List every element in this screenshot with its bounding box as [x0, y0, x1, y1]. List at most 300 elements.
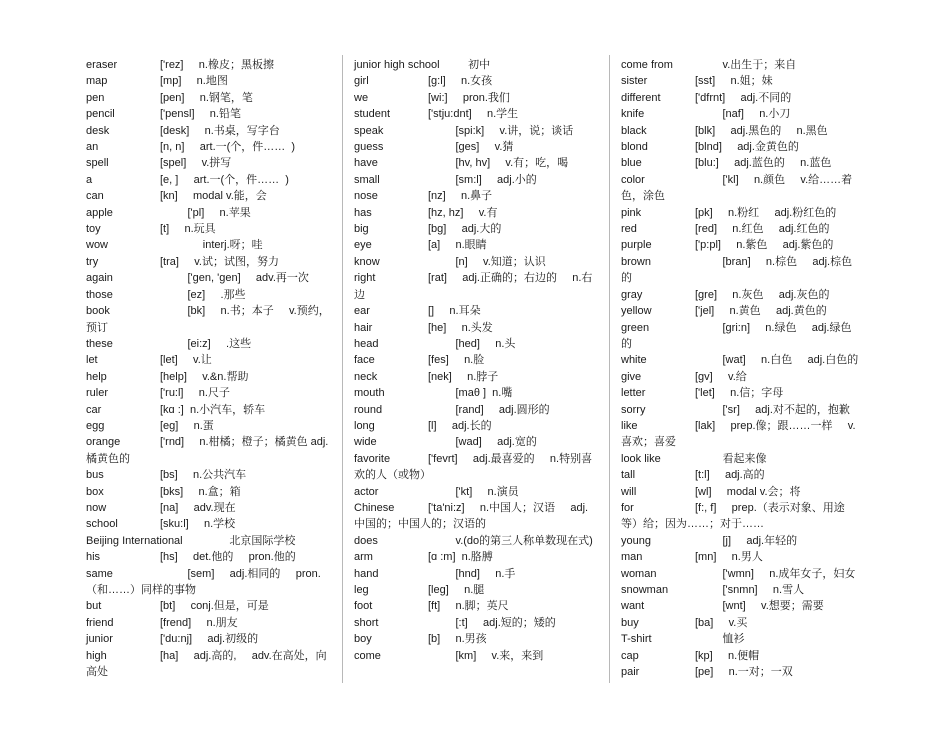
vocab-word: school: [86, 518, 118, 531]
vocab-entry: [354, 254, 596, 270]
vocab-definition: [bs] n.公共汽车: [160, 469, 247, 482]
vocab-definition: [wnt] v.想要；需要: [695, 600, 824, 613]
vocab-definition: [ei:z] .这些: [160, 337, 252, 350]
vocab-entry: [354, 188, 596, 204]
vocab-entry: [621, 172, 859, 205]
vocab-entry: [354, 320, 596, 336]
vocab-word: egg: [86, 419, 105, 432]
vocab-definition: 初中: [443, 59, 491, 71]
vocab-definition: [hs] det.他的 pron.他的: [160, 551, 296, 564]
vocab-word: high: [86, 649, 107, 662]
vocab-definition: [hnd] n.手: [428, 567, 516, 580]
vocab-definition: [gv] v.给: [695, 370, 747, 383]
vocab-entry: [354, 648, 596, 664]
vocab-entry: [354, 582, 596, 598]
vocab-definition: ['kl] n.颜色 v.给……着色，涂色: [621, 173, 853, 203]
vocab-word: right: [354, 272, 376, 285]
vocab-entry: [354, 631, 596, 647]
vocab-word: orange: [86, 436, 121, 449]
vocab-entry: [86, 402, 332, 418]
vocab-entry: [354, 352, 596, 368]
vocab-entry: [621, 549, 859, 565]
vocab-definition: [tra] v.试；试图，努力: [160, 255, 279, 268]
vocab-entry: [86, 205, 332, 221]
vocab-definition: [wi:] pron.我们: [428, 91, 510, 104]
vocab-definition: 北京国际学校: [186, 534, 296, 547]
vocab-word: long: [354, 419, 375, 432]
vocab-entry: [86, 648, 332, 681]
vocab-word: T-shirt: [621, 633, 652, 646]
vocab-entry: [86, 73, 332, 89]
vocab-word: snowman: [621, 584, 669, 596]
vocab-word: pink: [621, 206, 642, 219]
vocab-word: leg: [354, 584, 369, 596]
vocab-entry: [621, 467, 859, 483]
vocab-definition: [f:, f] prep.（表示对象、用途等）给；因为……；对于……: [621, 501, 845, 531]
vocab-word: ear: [354, 305, 370, 318]
vocab-entry: [86, 123, 332, 139]
vocab-definition: ['du:nj] adj.初级的: [160, 633, 259, 646]
vocab-word: blond: [621, 141, 648, 154]
vocab-word: Beijing International: [86, 534, 183, 547]
vocab-entry: [86, 352, 332, 368]
vocab-word: friend: [86, 616, 114, 629]
vocab-definition: ['fevrt] adj.最喜爱的 n.特别喜欢的人（或物）: [354, 452, 593, 482]
vocab-entry: [86, 500, 332, 516]
vocab-entry: [354, 90, 596, 106]
vocab-definition: [sm:l] adj.小的: [428, 173, 537, 186]
vocab-entry: [354, 566, 596, 582]
vocab-definition: [nek] n.脖子: [428, 370, 499, 383]
vocab-word: tall: [621, 469, 636, 482]
column-divider: [342, 55, 343, 683]
vocab-entry: [86, 467, 332, 483]
vocab-definition: ['stju:dnt] n.学生: [428, 108, 519, 121]
vocab-column-3: [621, 57, 859, 680]
vocab-word: speak: [354, 124, 384, 137]
vocab-word: face: [354, 354, 375, 367]
vocab-definition: [rat] adj.正确的；右边的 n.右边: [354, 272, 593, 301]
vocab-definition: [blk] adj.黑色的 n.黑色: [695, 124, 828, 137]
vocab-definition: [pe] n.一对；一双: [695, 666, 793, 679]
vocab-definition: [ges] v.猜: [428, 141, 514, 154]
vocab-definition: [j] adj.年轻的: [695, 534, 798, 547]
vocab-entry: [354, 123, 596, 139]
vocab-definition: ['pensl] n.铅笔: [160, 108, 241, 121]
vocab-entry: [86, 336, 332, 352]
vocab-entry: [354, 402, 596, 418]
vocab-definition: ['kt] n.演员: [428, 485, 519, 498]
vocab-entry: [621, 598, 859, 614]
vocab-word: these: [86, 337, 113, 350]
vocab-word: sister: [621, 75, 648, 88]
vocab-word: a: [86, 173, 93, 186]
vocab-word: hand: [354, 567, 379, 580]
vocab-word: black: [621, 124, 647, 137]
vocab-word: but: [86, 600, 102, 613]
vocab-entry: [86, 484, 332, 500]
vocab-entry: [354, 598, 596, 614]
vocab-definition: [nz] n.鼻子: [428, 190, 493, 203]
vocab-entry: [354, 615, 596, 631]
vocab-definition: ['jel] n.黄色 adj.黄色的: [695, 305, 827, 318]
vocab-entry: [621, 155, 859, 171]
vocab-entry: [86, 598, 332, 614]
vocab-definition: ['rez] n.橡皮；黑板擦: [160, 59, 274, 71]
vocab-word: junior: [86, 633, 113, 646]
vocab-definition: [mp] n.地图: [160, 75, 228, 88]
vocab-word: student: [354, 108, 391, 121]
vocab-word: woman: [621, 567, 657, 580]
vocab-entry: [354, 484, 596, 500]
vocab-definition: [bks] n.盒；箱: [160, 485, 241, 498]
vocab-definition: [bt] conj.但是，可是: [160, 600, 269, 613]
vocab-entry: [621, 57, 859, 73]
vocab-definition: 看起来像: [695, 452, 767, 465]
vocab-word: apple: [86, 206, 113, 219]
vocab-entry: [86, 287, 332, 303]
vocab-entry: [354, 549, 596, 565]
vocab-entry: [86, 418, 332, 434]
vocab-definition: [sem] adj.相同的 pron.（和……）同样的事物: [86, 567, 321, 596]
vocab-word: can: [86, 190, 104, 203]
vocab-word: look like: [621, 452, 661, 465]
vocab-definition: ['pl] n.苹果: [160, 206, 251, 219]
vocab-entry: [354, 533, 596, 549]
vocab-entry: [621, 237, 859, 253]
vocab-definition: [wad] adj.宽的: [428, 436, 537, 449]
vocab-word: young: [621, 534, 651, 547]
vocab-definition: [e, ] art.一(个，件…… ): [160, 173, 289, 186]
vocab-definition: [bg] adj.大的: [428, 223, 502, 236]
vocab-word: red: [621, 223, 637, 236]
vocab-entry: [354, 172, 596, 188]
vocab-entry: [354, 237, 596, 253]
vocab-definition: ['p:pl] n.紫色 adj.紫色的: [695, 239, 834, 252]
vocab-word: wow: [86, 239, 109, 252]
vocab-entry: [354, 139, 596, 155]
vocab-entry: [621, 500, 859, 533]
vocab-definition: [l] adj.长的: [428, 419, 492, 432]
vocab-definition: [ɑ :m] n.胳膊: [428, 551, 493, 564]
vocab-definition: [blnd] adj.金黄色的: [695, 141, 799, 154]
vocab-entry: [621, 254, 859, 287]
vocab-entry: [354, 73, 596, 89]
vocab-word: sorry: [621, 403, 646, 416]
vocab-word: mouth: [354, 387, 385, 400]
vocab-word: pair: [621, 666, 640, 679]
vocab-definition: [he] n.头发: [428, 321, 493, 334]
vocab-entry: [621, 352, 859, 368]
vocab-word: foot: [354, 600, 373, 613]
vocab-word: now: [86, 501, 107, 514]
vocab-definition: [blu:] adj.蓝色的 n.蓝色: [695, 157, 832, 170]
vocab-definition: [a] n.眼睛: [428, 239, 487, 252]
vocab-word: bus: [86, 469, 104, 482]
vocab-definition: interj.呀；哇: [160, 239, 263, 252]
vocab-word: wide: [354, 436, 377, 449]
vocab-word: favorite: [354, 452, 391, 465]
vocab-definition: [spel] v.拼写: [160, 157, 232, 170]
vocab-definition: [wat] n.白色 adj.白色的: [695, 354, 859, 367]
vocab-definition: [fes] n.脸: [428, 354, 485, 367]
vocab-entry: [354, 205, 596, 221]
vocab-entry: [621, 369, 859, 385]
vocab-entry: [621, 664, 859, 680]
vocab-word: come: [354, 649, 381, 662]
vocab-entry: [621, 385, 859, 401]
vocab-word: pen: [86, 91, 105, 104]
vocab-definition: [sst] n.姐；妹: [695, 75, 773, 88]
vocab-word: know: [354, 255, 380, 268]
vocab-word: help: [86, 370, 107, 383]
vocab-word: book: [86, 305, 110, 318]
vocab-definition: ['gen, 'gen] adv.再一次: [160, 272, 309, 285]
vocab-entry: [354, 155, 596, 171]
vocab-definition: [n, n] art.一(个，件…… ): [160, 141, 296, 154]
vocab-definition: [rand] adj.圆形的: [428, 403, 550, 416]
vocab-word: small: [354, 173, 380, 186]
vocab-entry: [86, 369, 332, 385]
vocab-definition: [gre] n.灰色 adj.灰色的: [695, 288, 830, 301]
vocab-entry: [621, 320, 859, 353]
vocab-definition: [let] v.让: [160, 354, 212, 367]
vocab-definition: [maθ ] n.嘴: [428, 387, 513, 400]
vocab-definition: [pen] n.钢笔，笔: [160, 91, 253, 104]
vocab-definition: [ba] v.买: [695, 616, 748, 629]
vocab-word: for: [621, 501, 634, 514]
vocab-word: brown: [621, 255, 651, 268]
vocab-definition: [help] v.&n.帮助: [160, 370, 249, 383]
vocab-definition: [t] n.玩具: [160, 223, 216, 236]
vocab-definition: ['ta'ni:z] n.中国人；汉语 adj.中国的；中国人的；汉语的: [354, 501, 589, 531]
vocab-definition: [leg] n.腿: [428, 584, 485, 596]
vocab-definition: v.(do的第三人称单数现在式): [428, 534, 593, 547]
vocab-word: color: [621, 173, 645, 186]
vocab-definition: 恤衫: [695, 633, 745, 646]
vocab-word: blue: [621, 157, 642, 170]
vocab-definition: [n] v.知道；认识: [428, 255, 546, 268]
vocab-definition: [hed] n.头: [428, 337, 516, 350]
vocab-word: girl: [354, 75, 369, 88]
vocab-word: does: [354, 534, 378, 547]
column-divider: [609, 55, 610, 683]
vocab-definition: [bran] n.棕色 adj.棕色的: [621, 255, 853, 285]
vocab-definition: [spi:k] v.讲，说；谈话: [428, 124, 574, 137]
vocab-entry: [354, 303, 596, 319]
vocab-word: an: [86, 141, 99, 154]
vocab-entry: [621, 221, 859, 237]
vocab-entry: [621, 139, 859, 155]
vocab-definition: [wl] modal v.会；将: [695, 485, 801, 498]
vocab-entry: [86, 303, 332, 336]
vocab-entry: [354, 57, 596, 73]
vocab-entry: [354, 385, 596, 401]
vocab-entry: [86, 254, 332, 270]
vocab-entry: [86, 90, 332, 106]
vocab-definition: v.出生于；来自: [695, 59, 797, 71]
vocab-definition: [hz, hz] v.有: [428, 206, 498, 219]
vocab-entry: [354, 336, 596, 352]
vocab-entry: [354, 500, 596, 533]
vocab-entry: [621, 418, 859, 451]
vocab-word: nose: [354, 190, 378, 203]
vocab-entry: [621, 582, 859, 598]
vocab-word: same: [86, 567, 113, 580]
vocab-entry: [354, 106, 596, 122]
vocab-word: letter: [621, 387, 646, 400]
vocab-word: again: [86, 272, 113, 285]
vocab-word: hair: [354, 321, 373, 334]
vocab-entry: [86, 139, 332, 155]
vocab-entry: [621, 451, 859, 467]
vocab-word: knife: [621, 108, 645, 121]
vocab-word: man: [621, 551, 643, 564]
vocab-definition: ['sr] adj.对不起的，抱歉: [695, 403, 850, 416]
vocab-entry: [621, 648, 859, 664]
vocab-word: desk: [86, 124, 110, 137]
vocab-entry: [86, 221, 332, 237]
vocab-definition: [kɑ :] n.小汽车，轿车: [160, 403, 266, 416]
vocab-definition: [kn] modal v.能，会: [160, 190, 267, 203]
vocab-definition: [b] n.男孩: [428, 633, 487, 646]
vocab-word: Chinese: [354, 501, 395, 514]
vocab-definition: ['wmn] n.成年女子，妇女: [695, 567, 856, 580]
vocab-definition: [frend] n.朋友: [160, 616, 238, 629]
vocab-word: like: [621, 419, 638, 432]
vocab-entry: [621, 533, 859, 549]
vocab-word: come from: [621, 59, 673, 71]
vocab-definition: [eg] n.蛋: [160, 419, 214, 432]
vocab-word: eraser: [86, 59, 118, 71]
vocab-entry: [621, 123, 859, 139]
vocab-entry: [86, 434, 332, 467]
vocab-entry: [354, 270, 596, 303]
vocab-definition: [mn] n.男人: [695, 551, 763, 564]
vocab-entry: [86, 516, 332, 532]
vocab-word: try: [86, 255, 99, 268]
vocab-word: ruler: [86, 387, 109, 400]
vocab-definition: [ha] adj.高的, adv.在高处，向高处: [86, 649, 327, 679]
vocab-word: buy: [621, 616, 639, 629]
vocab-word: will: [621, 485, 637, 498]
vocab-entry: [354, 434, 596, 450]
vocab-definition: [sku:l] n.学校: [160, 518, 236, 531]
vocab-entry: [86, 615, 332, 631]
vocab-word: short: [354, 616, 379, 629]
vocab-word: neck: [354, 370, 378, 383]
vocab-entry: [86, 533, 332, 549]
vocab-definition: [gri:n] n.绿色 adj.绿色的: [621, 321, 852, 350]
vocab-definition: [desk] n.书桌，写字台: [160, 124, 280, 137]
vocab-entry: [621, 287, 859, 303]
vocab-entry: [621, 90, 859, 106]
vocab-entry: [354, 418, 596, 434]
vocab-word: different: [621, 91, 661, 104]
vocab-word: have: [354, 157, 378, 170]
vocab-word: cap: [621, 649, 639, 662]
vocab-entry: [86, 385, 332, 401]
vocab-word: his: [86, 551, 101, 564]
vocab-word: let: [86, 354, 98, 367]
vocab-definition: [naf] n.小刀: [695, 108, 791, 121]
vocab-definition: [ft] n.脚；英尺: [428, 600, 509, 613]
vocab-definition: [t:l] adj.高的: [695, 469, 765, 482]
vocab-word: eye: [354, 239, 372, 252]
vocab-entry: [86, 172, 332, 188]
vocab-entry: [354, 221, 596, 237]
vocab-word: white: [621, 354, 647, 367]
vocab-word: guess: [354, 141, 384, 154]
vocab-entry: [86, 57, 332, 73]
vocab-word: gray: [621, 288, 643, 301]
vocab-entry: [621, 566, 859, 582]
vocab-definition: [hv, hv] v.有；吃，喝: [428, 157, 569, 170]
vocab-entry: [86, 270, 332, 286]
vocab-definition: ['rnd] n.柑橘；橙子；橘黄色 adj.橘黄色的: [86, 436, 329, 465]
vocab-entry: [86, 188, 332, 204]
vocab-definition: [] n.耳朵: [428, 305, 481, 318]
vocab-definition: [pk] n.粉红 adj.粉红色的: [695, 206, 837, 219]
vocab-word: car: [86, 403, 102, 416]
vocab-entry: [86, 155, 332, 171]
vocab-word: boy: [354, 633, 372, 646]
vocab-entry: [621, 106, 859, 122]
vocab-definition: [kp] n.便帽: [695, 649, 760, 662]
vocab-word: junior high school: [354, 59, 440, 71]
vocab-word: those: [86, 288, 113, 301]
vocab-definition: [km] v.来，来到: [428, 649, 544, 662]
vocab-definition: [lak] prep.像；跟……一样 v.喜欢；喜爱: [621, 419, 856, 449]
vocab-definition: [:t] adj.短的；矮的: [428, 616, 556, 629]
vocab-definition: [ez] .那些: [160, 288, 246, 301]
vocab-word: give: [621, 370, 642, 383]
vocab-column-1: [86, 57, 332, 680]
vocab-word: actor: [354, 485, 379, 498]
vocab-entry: [621, 402, 859, 418]
vocab-word: want: [621, 600, 645, 613]
vocab-definition: ['let] n.信；字母: [695, 387, 784, 400]
vocab-entry: [621, 205, 859, 221]
vocab-entry: [621, 631, 859, 647]
vocab-definition: [na] adv.现在: [160, 501, 236, 514]
vocab-entry: [621, 484, 859, 500]
vocab-word: yellow: [621, 305, 652, 318]
vocab-definition: ['ru:l] n.尺子: [160, 387, 230, 400]
vocab-definition: [g:l] n.女孩: [428, 75, 493, 88]
vocab-entry: [86, 106, 332, 122]
vocab-entry: [86, 566, 332, 599]
vocab-entry: [621, 303, 859, 319]
vocab-word: toy: [86, 223, 101, 236]
vocab-entry: [86, 631, 332, 647]
vocab-word: we: [354, 91, 369, 104]
vocab-entry: [621, 73, 859, 89]
vocab-entry: [621, 615, 859, 631]
vocab-word: round: [354, 403, 383, 416]
vocab-word: big: [354, 223, 369, 236]
vocab-definition: ['dfrnt] adj.不同的: [695, 91, 792, 104]
vocab-word: pencil: [86, 108, 115, 121]
vocab-entry: [354, 369, 596, 385]
vocab-entry: [354, 451, 596, 484]
vocab-word: has: [354, 206, 372, 219]
vocab-column-2: [354, 57, 596, 664]
vocab-word: purple: [621, 239, 652, 252]
vocab-definition: ['snmn] n.雪人: [695, 584, 805, 596]
vocab-word: green: [621, 321, 650, 334]
vocab-definition: [red] n.红色 adj.红色的: [695, 223, 830, 236]
